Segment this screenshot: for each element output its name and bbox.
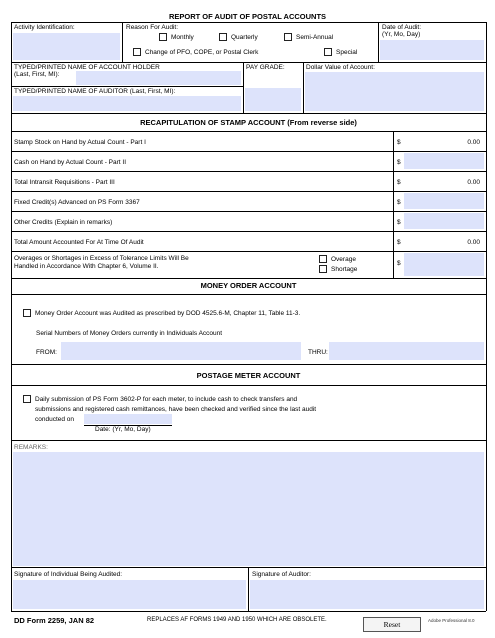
auditor-name-field[interactable] (13, 96, 241, 111)
signature-auditor-field[interactable] (250, 580, 484, 609)
left-border (11, 22, 12, 611)
reason-special-checkbox[interactable] (324, 48, 332, 56)
pay-grade-field[interactable] (245, 88, 301, 111)
serial-thru-field[interactable] (329, 342, 484, 360)
postage-meter-checkbox[interactable] (23, 395, 31, 403)
reason-monthly-checkbox[interactable] (159, 33, 167, 41)
other-credits-field[interactable] (404, 213, 484, 229)
postage-meter-date-field[interactable] (84, 414, 172, 424)
recap-row-label: Fixed Credit(s) Advanced on PS Form 3367 (14, 199, 140, 206)
signature-auditor-label: Signature of Auditor: (252, 571, 311, 578)
top-border (11, 22, 486, 23)
reason-label: Reason For Audit: (126, 24, 179, 31)
recap-row-label: Other Credits (Explain in remarks) (14, 219, 113, 226)
dollar-sign: $ (397, 219, 401, 226)
money-order-audited-checkbox[interactable] (23, 309, 31, 317)
signature-audited-field[interactable] (13, 580, 246, 609)
dollar-value-label: Dollar Value of Account: (306, 64, 375, 71)
replaces-note: REPLACES AF FORMS 1949 AND 1950 WHICH ARE OBSOLETE. (147, 617, 327, 623)
from-label: FROM: (36, 349, 57, 356)
serial-numbers-label: Serial Numbers of Money Orders currently in Individuals Account (36, 330, 223, 337)
dollar-sign: $ (397, 159, 401, 166)
form-number: DD Form 2259, JAN 82 (14, 616, 95, 625)
reason-quarterly-checkbox[interactable] (219, 33, 227, 41)
overage-checkbox[interactable] (319, 255, 327, 263)
reason-quarterly-label: Quarterly (231, 34, 258, 41)
recap-row-amount[interactable]: 0.00 (467, 139, 480, 146)
thru-label: THRU: (308, 349, 328, 356)
postage-meter-line-2: submissions and registered cash remittances, have been checked and verified since the last audit (35, 406, 317, 413)
overage-shortage-amount-field[interactable] (404, 253, 484, 276)
dollar-value-field[interactable] (305, 72, 484, 111)
reset-button[interactable]: Reset (363, 617, 421, 632)
right-border (486, 22, 487, 611)
serial-from-field[interactable] (61, 342, 301, 360)
reason-semiannual-label: Semi-Annual (296, 34, 334, 41)
postage-meter-line-1: Daily submission of PS Form 3602-P for each meter, to include cash to check transfers and (35, 396, 298, 403)
dollar-sign: $ (397, 199, 401, 206)
reason-monthly-label: Monthly (171, 34, 194, 41)
signature-audited-label: Signature of Individual Being Audited: (14, 571, 123, 578)
bottom-border (11, 611, 486, 612)
auditor-name-label: TYPED/PRINTED NAME OF AUDITOR (Last, First, MI): (14, 88, 176, 95)
account-holder-field[interactable] (76, 71, 241, 85)
postage-meter-date-label: Date: (Yr, Mo, Day) (95, 426, 151, 433)
overage-label: Overage (331, 256, 356, 263)
dollar-sign: $ (397, 239, 401, 246)
recap-row-label: Cash on Hand by Actual Count - Part II (14, 159, 127, 166)
form-title: REPORT OF AUDIT OF POSTAL ACCOUNTS (168, 12, 327, 21)
pay-grade-label: PAY GRADE: (246, 64, 285, 71)
postage-meter-line-3: conducted on (35, 416, 75, 423)
date-of-audit-format: (Yr, Mo, Day) (382, 31, 421, 38)
remarks-label: REMARKS: (14, 444, 48, 451)
account-holder-label-2: (Last, First, MI): (14, 71, 60, 78)
recap-heading: RECAPITULATION OF STAMP ACCOUNT (From reverse side) (140, 118, 357, 127)
money-order-audited-text: Money Order Account was Audited as prescribed by DOD 4525.6-M, Chapter 11, Table 11-3. (35, 310, 301, 317)
dollar-sign: $ (397, 179, 401, 186)
activity-id-label: Activity Identification: (14, 24, 75, 31)
reason-change-label: Change of PFO, COPE, or Postal Clerk (145, 49, 259, 56)
reason-special-label: Special (336, 49, 358, 56)
dollar-sign: $ (397, 139, 401, 146)
recap-row-label: Stamp Stock on Hand by Actual Count - Part I (14, 139, 146, 146)
shortage-checkbox[interactable] (319, 265, 327, 273)
shortage-label: Shortage (331, 266, 358, 273)
reason-semiannual-checkbox[interactable] (284, 33, 292, 41)
overage-note-line-1: Overages or Shortages in Excess of Tolerance Limits Will Be (14, 255, 189, 262)
recap-row-amount[interactable]: 0.00 (467, 239, 480, 246)
overage-note-line-2: Handled in Accordance With Chapter 6, Volume II. (14, 263, 159, 270)
activity-id-field[interactable] (13, 33, 120, 60)
fixed-credits-field[interactable] (404, 193, 484, 209)
date-of-audit-field[interactable] (380, 40, 484, 60)
postage-meter-heading: POSTAGE METER ACCOUNT (196, 371, 301, 380)
reason-change-checkbox[interactable] (133, 48, 141, 56)
account-holder-label: TYPED/PRINTED NAME OF ACCOUNT HOLDER (14, 64, 160, 71)
software-note: Adobe Professional 8.0 (428, 618, 475, 623)
money-order-heading: MONEY ORDER ACCOUNT (200, 281, 297, 290)
cash-on-hand-field[interactable] (404, 153, 484, 169)
recap-row-label: Total Amount Accounted For At Time Of Audit (14, 239, 144, 246)
recap-row-label: Total Intransit Requisitions - Part III (14, 179, 115, 186)
remarks-field[interactable] (13, 452, 484, 566)
recap-row-amount[interactable]: 0.00 (467, 179, 480, 186)
date-of-audit-label: Date of Audit: (382, 24, 422, 31)
dollar-sign: $ (397, 260, 401, 267)
